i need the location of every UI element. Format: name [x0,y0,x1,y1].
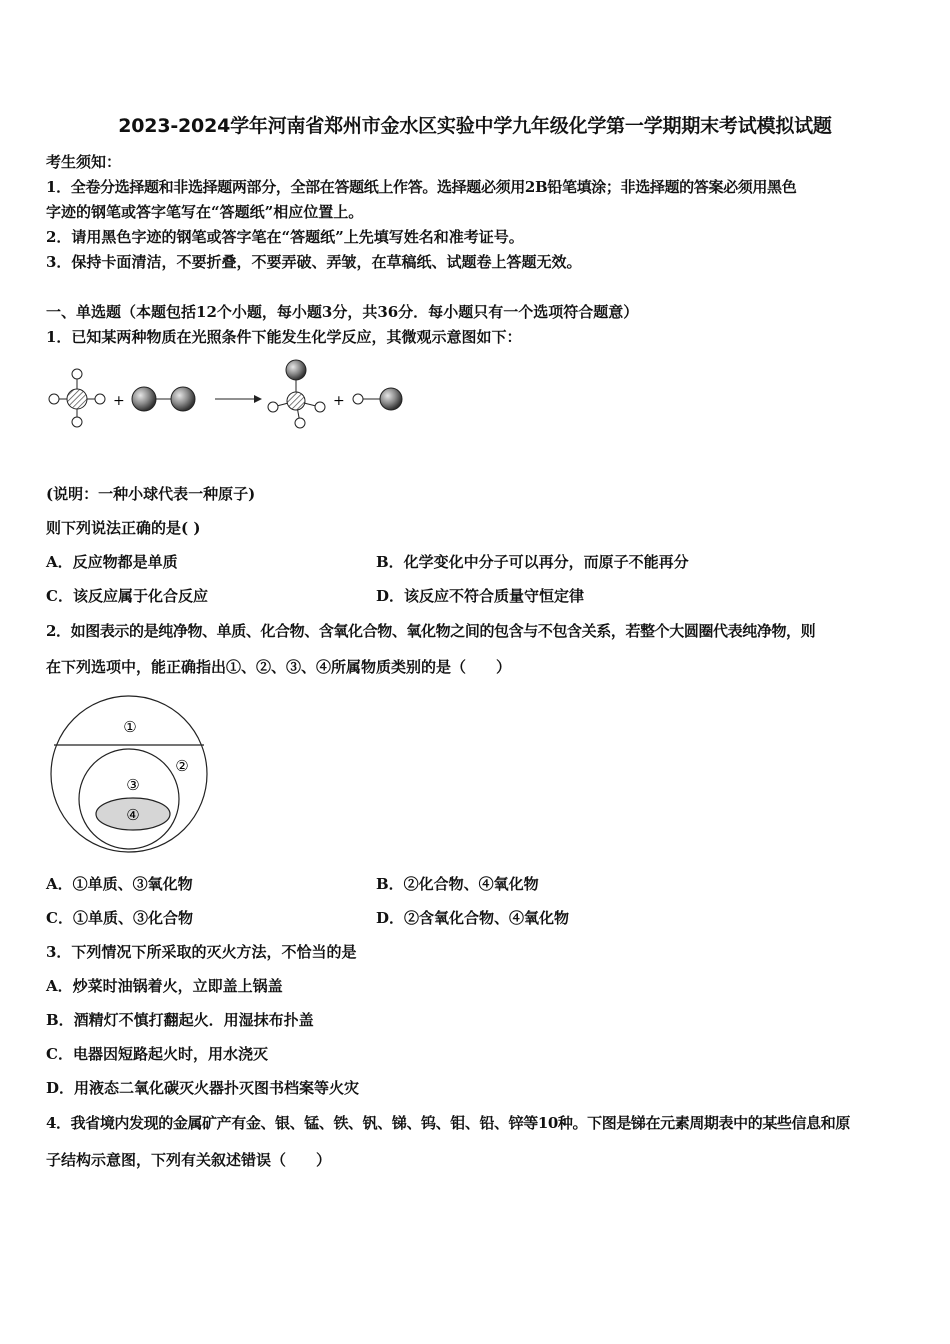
chloromethane-molecule [268,360,325,428]
q1-note: (说明：一种小球代表一种原子) [46,485,256,503]
q2-option-a: A．①单质、③氧化物 [46,875,193,893]
notice-item-3: 3．保持卡面清洁，不要折叠，不要弄破、弄皱，在草稿纸、试题卷上答题无效。 [46,253,582,271]
page-title: 2023-2024学年河南省郑州市金水区实验中学九年级化学第一学期期末考试模拟试题 [118,115,832,137]
section-heading: 一、单选题（本题包括12个小题，每小题3分，共36分．每小题只有一个选项符合题意） [46,303,639,321]
q3-option-b: B．酒精灯不慎打翻起火．用湿抹布扑盖 [46,1011,314,1029]
q2-option-b: B．②化合物、④氧化物 [376,875,539,893]
q4-stem-line-1: 4．我省境内发现的金属矿产有金、银、锰、铁、钒、锑、钨、钼、铅、锌等10种。下图是锑在元素周期表中的某些信息和原 [46,1114,850,1132]
notice-heading: 考生须知： [46,153,122,171]
q3-option-c: C．电器因短路起火时，用水浇灭 [46,1045,268,1063]
classification-diagram [45,690,215,860]
q1-option-b: B．化学变化中分子可以再分，而原子不能再分 [376,553,689,571]
notice-item-1-line-1: 1．全卷分选择题和非选择题两部分，全部在答题纸上作答。选择题必须用2B铅笔填涂；非选择题的答案必须用黑色 [46,178,797,196]
q3-option-a: A．炒菜时油锅着火，立即盖上锅盖 [46,977,283,995]
q2-option-d: D．②含氧化合物、④氧化物 [376,909,570,927]
label-4: ④ [126,806,140,824]
q1-option-c: C．该反应属于化合反应 [46,587,208,605]
label-3: ③ [126,776,140,794]
chlorine-molecule [132,387,195,411]
reaction-diagram [40,355,420,435]
q2-stem-line-1: 2．如图表示的是纯净物、单质、化合物、含氧化合物、氧化物之间的包含与不包含关系，若整个大圆圈代表纯净物，则 [46,622,816,640]
label-2: ② [175,757,189,775]
q1-ask: 则下列说法正确的是( ) [46,519,201,537]
q3-stem: 3．下列情况下所采取的灭火方法，不恰当的是 [46,943,357,961]
q1-stem: 1．已知某两种物质在光照条件下能发生化学反应，其微观示意图如下： [46,328,522,346]
plus-sign-1: + [113,393,125,409]
q1-option-a: A．反应物都是单质 [46,553,178,571]
q2-option-c: C．①单质、③化合物 [46,909,193,927]
hydrogen-chloride-molecule [353,388,402,410]
notice-item-2: 2．请用黑色字迹的钢笔或答字笔在“答题纸”上先填写姓名和准考证号。 [46,228,524,246]
label-1: ① [123,718,137,736]
plus-sign-2: + [333,393,345,409]
reaction-arrow [215,395,262,403]
methane-molecule [49,369,105,427]
q1-option-d: D．该反应不符合质量守恒定律 [376,587,585,605]
notice-item-1-line-2: 字迹的钢笔或答字笔写在“答题纸”相应位置上。 [46,203,364,221]
q3-option-d: D．用液态二氧化碳灭火器扑灭图书档案等火灾 [46,1079,360,1097]
q2-stem-line-2: 在下列选项中，能正确指出①、②、③、④所属物质类别的是（ ） [46,658,512,676]
q4-stem-line-2: 子结构示意图，下列有关叙述错误（ ） [46,1151,332,1169]
